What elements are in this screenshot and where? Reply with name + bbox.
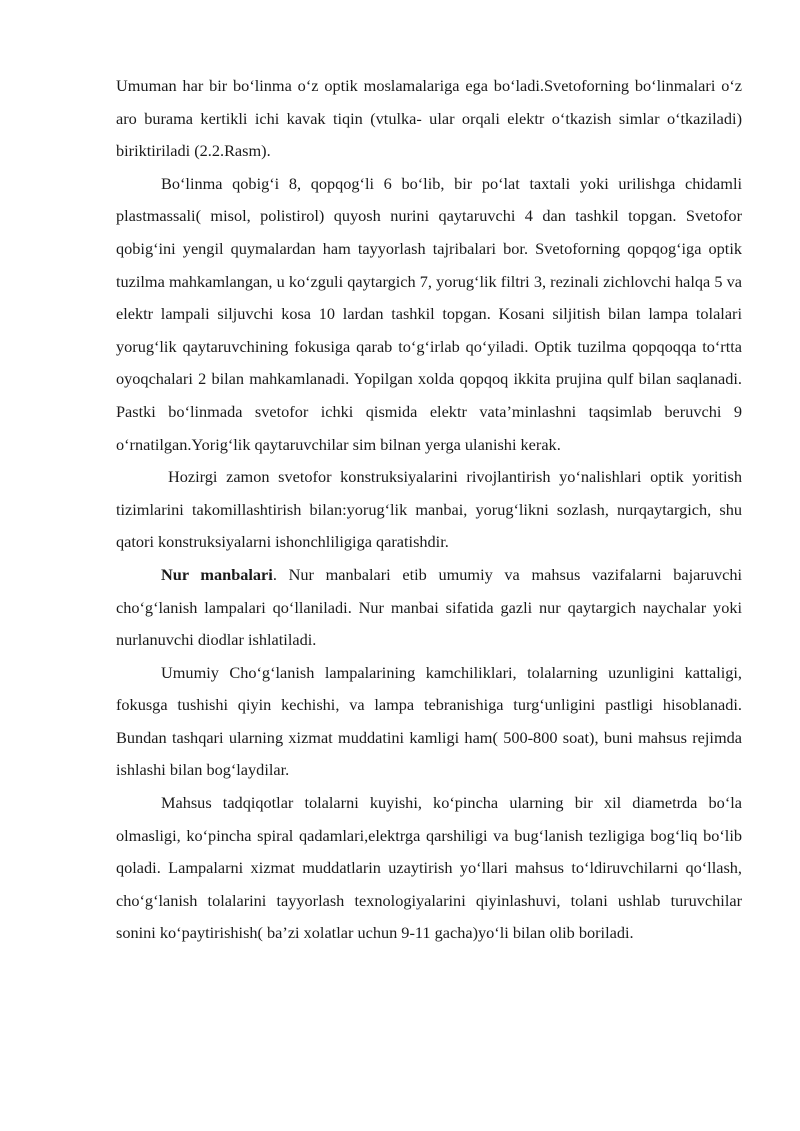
paragraph-5: Umumiy Cho‘g‘lanish lampalarining kamchiliklari, tolalarning uzunligini kattaligi, fokusga tushishi qiyin kechishi, va lampa tebranishiga turg‘unligini pastligi hisoblanadi. Bundan tashqari ularning xizmat muddatini kamligi ham( 500-800 soat), buni mahsus rejimda ishlashi bilan bog‘laydilar. [116,662,742,780]
paragraph-2: Bo‘linma qobig‘i 8, qopqog‘li 6 bo‘lib, bir po‘lat taxtali yoki urilishga chidamli plastmassali( misol, polistirol) quyosh nurini qaytaruvchi 4 dan tashkil topgan. Svetofor qobig‘ini yengil quymalardan ham tayyorlash tajribalari bor. Svetoforning qopqog‘iga optik tuzilma mahkamlangan, u ko‘zguli qaytargich 7, yorug‘lik filtri 3, rezinali zichlovchi halqa 5 va elektr lampali siljuvchi kosa 10 lardan tashkil topgan. Kosani siljitish bilan lampa tolalari yorug‘lik qaytaruvchining fokusiga qarab to‘g‘irlab qo‘yiladi. Optik tuzilma qopqoqqa to‘rtta oyoqchalari 2 bilan mahkamlanadi. Yopilgan xolda qopqoq ikkita prujina qulf bilan saqlanadi. Pastki bo‘linmada svetofor ichki qismida elektr vata’minlashni taqsimlab beruvchi 9 o‘rnatilgan.Yorig‘lik qaytaruvchilar sim bilnan yerga ulanishi kerak. [116,173,742,454]
paragraph-1: Umuman har bir bo‘linma o‘z optik moslamalariga ega bo‘ladi.Svetoforning bo‘linmalari o‘z aro burama kertikli ichi kavak tiqin (vtulka- ular orqali elektr o‘tkazish simlar o‘tkaziladi) biriktiriladi (2.2.Rasm). [116,76,742,161]
paragraph-4-body: . Nur manbalari etib umumiy va mahsus vazifalarni bajaruvchi cho‘g‘lanish lampalari qo‘llaniladi. Nur manbai sifatida gazli nur qaytargich naychalar yoki nurlanuvchi diodlar ishlatiladi. [116,564,742,650]
paragraph-3: Hozirgi zamon svetofor konstruksiyalarini rivojlantirish yo‘nalishlari optik yoritish tizimlarini takomillashtirish bilan:yorug‘lik manbai, yorug‘likni sozlash, nurqaytargich, shu qatori konstruksiyalarni ishonchliligiga qaratishdir. [116,467,742,552]
document-page [116,70,742,950]
paragraph-4 [116,559,742,657]
paragraph-6: Mahsus tadqiqotlar tolalarni kuyishi, ko‘pincha ularning bir xil diametrda bo‘la olmasligi, ko‘pincha spiral qadamlari,elektrga qarshiligi va bug‘lanish tezligiga bog‘liq bo‘lib qoladi. Lampalarni xizmat muddatlarin uzaytirish yo‘llari mahsus to‘ldiruvchilarni qo‘llash, cho‘g‘lanish tolalarini tayyorlash texnologiyalarini qiyinlashuvi, tolani ushlab turuvchilar sonini ko‘paytirishish( ba’zi xolatlar uchun 9-11 gacha)yo‘li bilan olib boriladi. [116,793,742,943]
section-heading: Nur manbalari [161,564,273,584]
